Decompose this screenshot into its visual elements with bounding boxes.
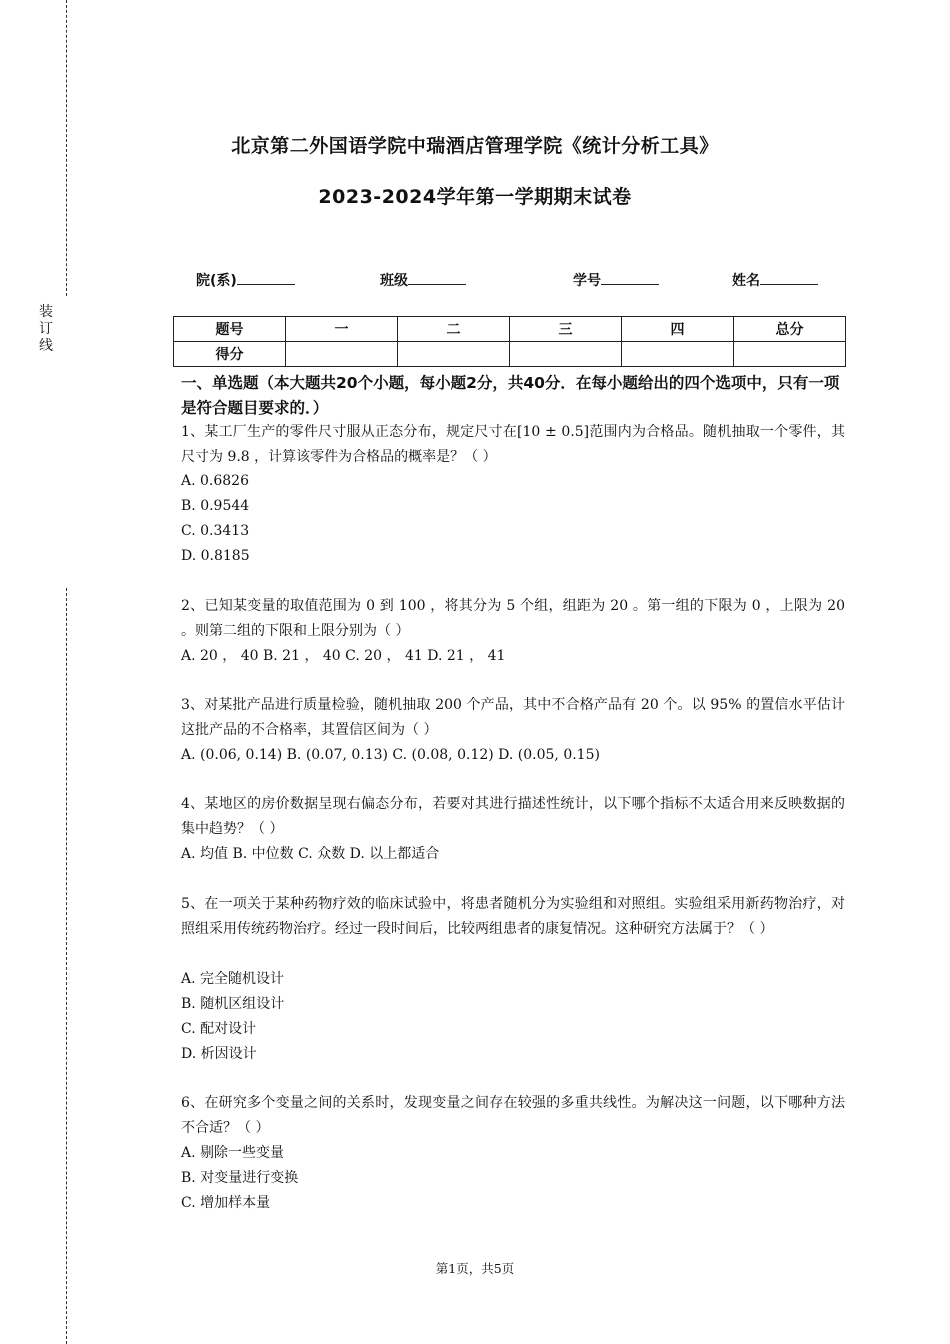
class-label: 班级	[380, 273, 408, 289]
option-b: B. 对变量进行变换	[181, 1170, 299, 1186]
exam-title: 北京第二外国语学院中瑞酒店管理学院《统计分析工具》	[231, 135, 719, 157]
binding-char: 订	[39, 321, 53, 337]
question-4: 4、某地区的房价数据呈现右偏态分布，若要对其进行描述性统计，以下哪个指标不太适合用来反映数据的集中趋势？（ ）	[181, 796, 845, 837]
options-line: A. 均值 B. 中位数 C. 众数 D. 以上都适合	[181, 846, 440, 862]
score-cell[interactable]	[286, 342, 398, 367]
option-a: A. 剔除一些变量	[181, 1145, 285, 1161]
table-cell: 一	[286, 317, 398, 342]
option-b: B. 随机区组设计	[181, 996, 285, 1012]
class-field[interactable]	[380, 270, 466, 290]
student-id-field[interactable]	[573, 270, 659, 290]
option-d: D. 析因设计	[181, 1046, 257, 1062]
question-1: 1、某工厂生产的零件尺寸服从正态分布，规定尺寸在[10 ± 0.5]范围内为合格品。随机抽取一个零件，其尺寸为 9.8 ，计算该零件为合格品的概率是？（ ）	[181, 424, 845, 465]
binding-label	[36, 304, 56, 355]
table-cell: 得分	[174, 342, 286, 367]
binding-line-bottom	[66, 588, 67, 1344]
option-c: C. 配对设计	[181, 1021, 257, 1037]
table-cell: 题号	[174, 317, 286, 342]
score-table-header-row	[174, 317, 846, 342]
table-cell: 四	[622, 317, 734, 342]
name-blank[interactable]	[760, 272, 818, 285]
page-number: 第1页，共5页	[435, 1261, 515, 1276]
binding-char: 装	[39, 304, 53, 320]
table-cell: 三	[510, 317, 622, 342]
score-table-score-row	[174, 342, 846, 367]
table-cell: 二	[398, 317, 510, 342]
dept-field[interactable]	[196, 270, 295, 290]
score-cell[interactable]	[622, 342, 734, 367]
score-cell[interactable]	[510, 342, 622, 367]
score-cell[interactable]	[734, 342, 846, 367]
name-label: 姓名	[732, 273, 760, 289]
table-cell: 总分	[734, 317, 846, 342]
student-id-blank[interactable]	[601, 272, 659, 285]
option-c: C. 增加样本量	[181, 1195, 271, 1211]
question-2: 2、已知某变量的取值范围为 0 到 100 ，将其分为 5 个组，组距为 20 。第一组的下限为 0 ，上限为 20 。则第二组的下限和上限分别为（ ）	[181, 598, 845, 639]
question-5: 5、在一项关于某种药物疗效的临床试验中，将患者随机分为实验组和对照组。实验组采用新药物治疗，对照组采用传统药物治疗。经过一段时间后，比较两组患者的康复情况。这种研究方法属于？（ ）	[181, 896, 845, 937]
class-blank[interactable]	[408, 272, 466, 285]
options-line: A. (0.06, 0.14) B. (0.07, 0.13) C. (0.08, 0.12) D. (0.05, 0.15)	[181, 747, 600, 763]
score-cell[interactable]	[398, 342, 510, 367]
score-table	[173, 316, 846, 367]
name-field[interactable]	[732, 270, 818, 290]
option-c: C. 0.3413	[181, 523, 250, 539]
question-6: 6、在研究多个变量之间的关系时，发现变量之间存在较强的多重共线性。为解决这一问题，以下哪种方法不合适？（ ）	[181, 1095, 845, 1136]
question-3: 3、对某批产品进行质量检验，随机抽取 200 个产品，其中不合格产品有 20 个。以 95% 的置信水平估计这批产品的不合格率，其置信区间为（ ）	[181, 697, 845, 738]
student-id-label: 学号	[573, 273, 601, 289]
option-a: A. 0.6826	[181, 473, 249, 489]
dept-blank[interactable]	[237, 272, 295, 285]
option-a: A. 完全随机设计	[181, 971, 285, 987]
option-d: D. 0.8185	[181, 548, 250, 564]
dept-label: 院(系)	[196, 273, 237, 289]
options-line: A. 20 ， 40 B. 21 ， 40 C. 20 ， 41 D. 21 ， 41	[181, 648, 506, 664]
exam-subtitle: 2023-2024学年第一学期期末试卷	[318, 186, 632, 208]
section-heading: 一、单选题（本大题共20个小题，每小题2分，共40分．在每小题给出的四个选项中，只有一项是符合题目要求的．）	[181, 374, 840, 417]
option-b: B. 0.9544	[181, 498, 250, 514]
binding-char: 线	[39, 338, 53, 354]
